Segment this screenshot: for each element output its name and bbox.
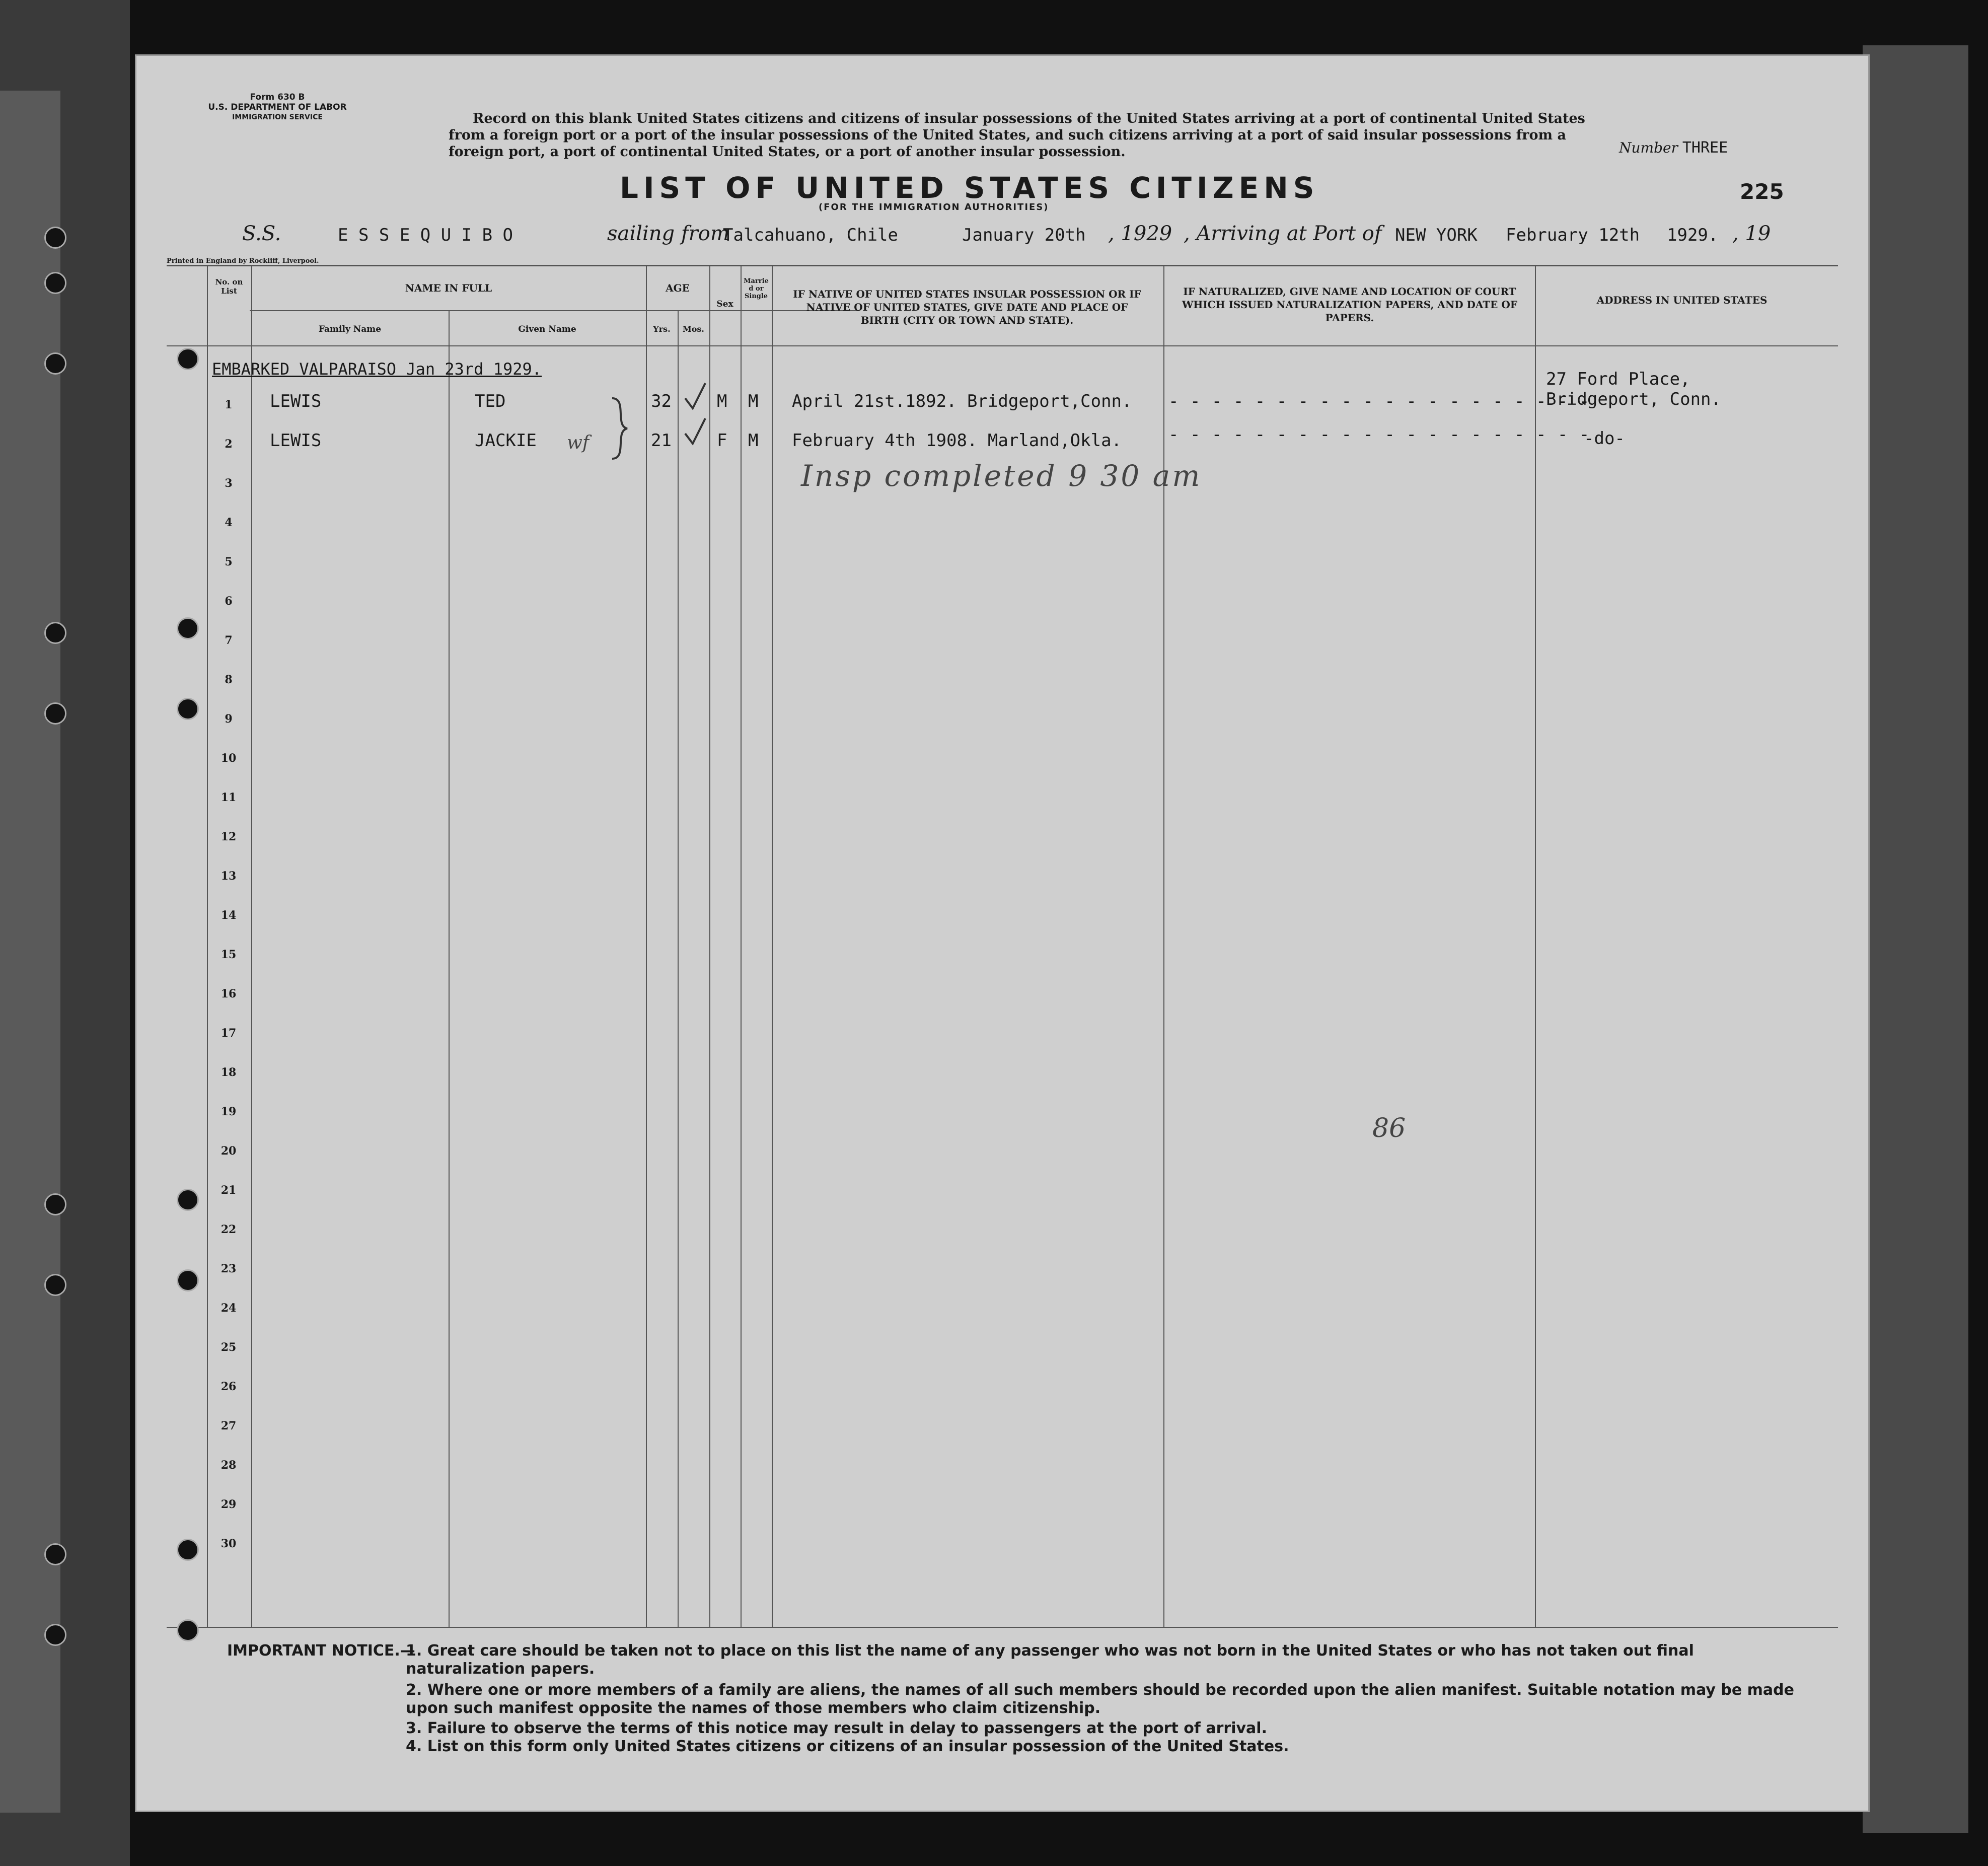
margin-number: 86 bbox=[1372, 1113, 1406, 1143]
page-subtitle: (FOR THE IMMIGRATION AUTHORITIES) bbox=[819, 202, 1049, 212]
sex: M bbox=[717, 391, 727, 411]
preamble-line-3: foreign port, a port of continental United States, or a port of another insular possession. bbox=[449, 144, 1126, 160]
header-bottom-rule bbox=[167, 345, 1838, 346]
row-number: 26 bbox=[220, 1380, 237, 1393]
form-number: Form 630 B bbox=[250, 92, 305, 102]
col-rule-3 bbox=[646, 265, 647, 1627]
header-subrule bbox=[250, 310, 859, 311]
table-row bbox=[136, 424, 1868, 459]
service: IMMIGRATION SERVICE bbox=[232, 113, 323, 121]
preamble bbox=[449, 110, 1687, 160]
married-status: M bbox=[748, 391, 759, 411]
birth-info: February 4th 1908. Marland,Okla. bbox=[792, 430, 1122, 451]
row-number: 25 bbox=[220, 1341, 237, 1354]
punch-hole bbox=[177, 1539, 199, 1561]
col-sex: Sex bbox=[716, 299, 733, 309]
binding-hole bbox=[44, 227, 66, 249]
punch-hole bbox=[177, 348, 199, 370]
row-number: 7 bbox=[225, 634, 233, 647]
col-mos: Mos. bbox=[683, 324, 704, 334]
page-number: 225 bbox=[1740, 179, 1784, 204]
embarked-note: EMBARKED VALPARAISO Jan 23rd 1929. bbox=[212, 360, 542, 379]
address-line-1: -do- bbox=[1584, 428, 1625, 449]
row-number: 10 bbox=[220, 752, 237, 765]
form-id-block bbox=[202, 92, 353, 122]
preamble-line-1: Record on this blank United States citizens and citizens of insular possessions of the United States arriving at a port of continental United States bbox=[473, 111, 1585, 126]
col-birth: IF NATIVE OF UNITED STATES INSULAR POSSESSION OR IF NATIVE OF UNITED STATES, GIVE DATE AND PLACE OF BIRTH (CITY OR TOWN AND STATE). bbox=[793, 288, 1141, 326]
binding-hole bbox=[44, 702, 66, 725]
year-suffix: , 19 bbox=[1732, 222, 1771, 245]
brace-mark bbox=[607, 396, 632, 461]
naturalization-info: - - - - - - - - - - - - - - - - - - - - bbox=[1168, 391, 1590, 411]
col-naturalized: IF NATURALIZED, GIVE NAME AND LOCATION OF COURT WHICH ISSUED NATURALIZATION PAPERS, AND DATE OF PAPERS. bbox=[1182, 285, 1518, 324]
number-field bbox=[1619, 139, 1728, 157]
row-number: 29 bbox=[220, 1498, 237, 1511]
row-number: 17 bbox=[220, 1027, 237, 1040]
row-number: 20 bbox=[220, 1144, 237, 1158]
ss-label: S.S. bbox=[242, 222, 281, 245]
punch-hole bbox=[177, 1269, 199, 1291]
married-status: M bbox=[748, 430, 759, 451]
age-years: 32 bbox=[651, 391, 672, 411]
notice-item-4: 4. List on this form only United States citizens or citizens of an insular possession of the United States. bbox=[406, 1738, 1289, 1755]
col-married-or-single: Married or Single bbox=[744, 277, 769, 300]
table-top-rule bbox=[167, 265, 1838, 266]
row-number: 14 bbox=[220, 909, 237, 922]
col-rule-5 bbox=[709, 265, 710, 1627]
row-number: 21 bbox=[220, 1184, 237, 1197]
wife-mark: wf bbox=[567, 433, 590, 453]
arrival-date: February 12th bbox=[1506, 225, 1640, 245]
notice-heading: IMPORTANT NOTICE.— bbox=[227, 1642, 415, 1660]
binding-hole bbox=[44, 1193, 66, 1215]
arriving-label: , Arriving at Port of bbox=[1184, 222, 1382, 245]
row-number: 30 bbox=[220, 1537, 237, 1550]
binding-hole bbox=[44, 1543, 66, 1565]
binding-hole bbox=[44, 272, 66, 294]
row-number: 15 bbox=[220, 948, 237, 961]
family-name: LEWIS bbox=[270, 430, 322, 451]
address-line-2: Bridgeport, Conn. bbox=[1546, 389, 1721, 409]
col-family-name: Family Name bbox=[318, 324, 382, 334]
table-bottom-rule bbox=[167, 1627, 1838, 1628]
row-number: 19 bbox=[220, 1105, 237, 1118]
row-number: 23 bbox=[220, 1262, 237, 1275]
right-page-edge bbox=[1863, 45, 1968, 1833]
col-rule-4 bbox=[678, 310, 679, 1627]
punch-hole bbox=[177, 698, 199, 720]
punch-hole bbox=[177, 617, 199, 639]
col-no-on-list: No. on List bbox=[215, 277, 243, 296]
col-address: ADDRESS IN UNITED STATES bbox=[1596, 294, 1768, 306]
row-number: 6 bbox=[225, 595, 233, 608]
binding-hole bbox=[44, 1274, 66, 1296]
row-number: 13 bbox=[220, 870, 237, 883]
row-number: 9 bbox=[225, 712, 233, 726]
row-number: 16 bbox=[220, 987, 237, 1000]
col-name-in-full: NAME IN FULL bbox=[405, 282, 492, 294]
voyage-line bbox=[242, 222, 1828, 252]
col-rule-0 bbox=[207, 265, 208, 1627]
row-number: 11 bbox=[220, 791, 237, 804]
row-number: 4 bbox=[225, 516, 233, 529]
naturalization-info: - - - - - - - - - - - - - - - - - - - - bbox=[1168, 424, 1590, 445]
binding-hole bbox=[44, 1624, 66, 1646]
binding-hole bbox=[44, 352, 66, 375]
ship-name: E S S E Q U I B O bbox=[338, 225, 513, 245]
notice-item-2: 2. Where one or more members of a family are aliens, the names of all such members should be recorded upon the alien manifest. Suitable notation may be made upon such manifest opposite the names of those members who claim citizenship. bbox=[406, 1681, 1794, 1717]
page-title: LIST OF UNITED STATES CITIZENS bbox=[620, 171, 1319, 205]
col-yrs: Yrs. bbox=[653, 324, 671, 334]
col-rule-6 bbox=[741, 265, 742, 1627]
manifest-page bbox=[135, 54, 1870, 1812]
row-number: 12 bbox=[220, 830, 237, 843]
department: U.S. DEPARTMENT OF LABOR bbox=[208, 102, 347, 112]
number-value: THREE bbox=[1682, 139, 1728, 157]
arrival-port: NEW YORK bbox=[1395, 225, 1478, 245]
number-label: Number bbox=[1619, 139, 1678, 156]
row-number: 27 bbox=[220, 1419, 237, 1432]
notice-item-3: 3. Failure to observe the terms of this notice may result in delay to passengers at the port of arrival. bbox=[406, 1719, 1267, 1737]
row-number: 24 bbox=[220, 1302, 237, 1315]
check-marks bbox=[683, 378, 723, 449]
family-name: LEWIS bbox=[270, 391, 322, 411]
col-age: AGE bbox=[666, 282, 690, 294]
row-number: 28 bbox=[220, 1459, 237, 1472]
birth-info: April 21st.1892. Bridgeport,Conn. bbox=[792, 391, 1132, 411]
punch-hole bbox=[177, 1619, 199, 1641]
col-given-name: Given Name bbox=[518, 324, 576, 334]
row-number: 5 bbox=[225, 555, 233, 568]
col-rule-9 bbox=[1535, 265, 1536, 1627]
arrival-year: 1929. bbox=[1667, 225, 1719, 245]
col-rule-7 bbox=[772, 265, 773, 1627]
sailing-label: sailing from bbox=[607, 222, 729, 245]
printer-credit: Printed in England by Rockliff, Liverpool. bbox=[167, 257, 319, 265]
age-years: 21 bbox=[651, 430, 672, 451]
row-number: 18 bbox=[220, 1066, 237, 1079]
col-rule-2 bbox=[449, 310, 450, 1627]
sailing-year: , 1929 bbox=[1108, 222, 1172, 245]
row-number: 22 bbox=[220, 1223, 237, 1236]
given-name: TED bbox=[475, 391, 506, 411]
row-number: 8 bbox=[225, 673, 233, 686]
punch-hole bbox=[177, 1189, 199, 1211]
given-name: JACKIE bbox=[475, 430, 537, 451]
sex: F bbox=[717, 430, 727, 451]
address-line-1: 27 Ford Place, bbox=[1546, 369, 1690, 389]
inspection-note: Insp completed 9 30 am bbox=[801, 459, 1202, 493]
notice-item-1: 1. Great care should be taken not to place on this list the name of any passenger who was not born in the United States or who has not taken out final naturalization papers. bbox=[406, 1642, 1694, 1678]
from-port: Talcahuano, Chile bbox=[723, 225, 898, 245]
sailing-date: January 20th bbox=[962, 225, 1086, 245]
row-number: 1 bbox=[225, 398, 233, 411]
row-number: 2 bbox=[225, 438, 233, 451]
preamble-line-2: from a foreign port or a port of the insular possessions of the United States, and such citizens arriving at a port of said insular possessions from a bbox=[449, 127, 1566, 143]
binding-hole bbox=[44, 622, 66, 644]
row-number: 3 bbox=[225, 477, 233, 490]
col-rule-1 bbox=[251, 265, 252, 1627]
